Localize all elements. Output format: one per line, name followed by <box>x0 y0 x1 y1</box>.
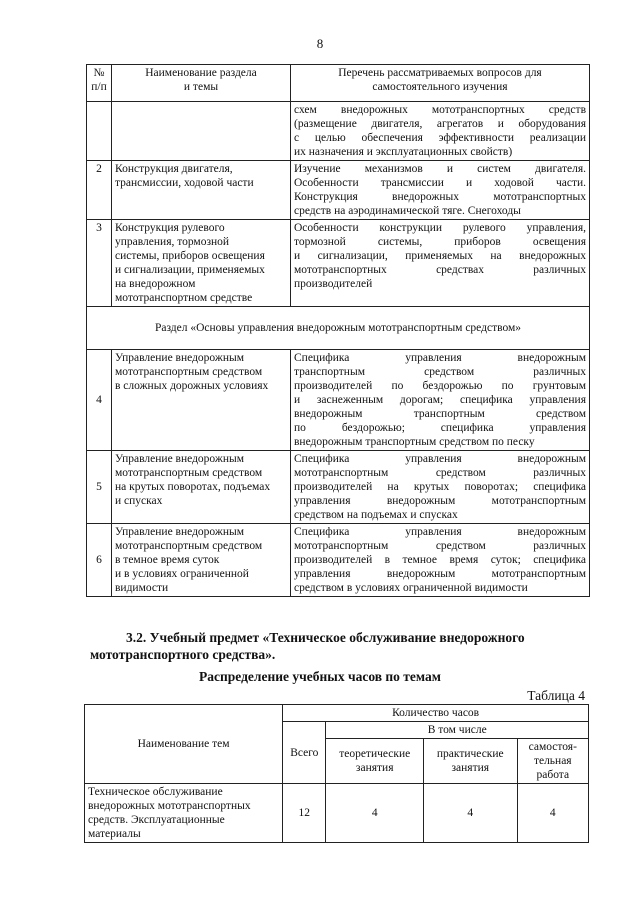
row-name <box>112 102 291 161</box>
name-line: мототранспортным средством <box>115 366 263 378</box>
header-desc-line: самостоятельного изучения <box>372 81 508 93</box>
row-total: 12 <box>283 784 326 843</box>
row-desc <box>291 524 590 597</box>
desc-line: управления внедорожным мототранспортным <box>294 495 586 507</box>
row-num: 6 <box>87 524 112 597</box>
header-line: теоретические <box>339 748 411 760</box>
row-num: 4 <box>87 350 112 451</box>
desc-line: Специфика управления внедорожным <box>294 352 586 364</box>
row-topic <box>85 784 283 843</box>
header-name-line: Наименование раздела <box>145 67 257 79</box>
desc-line: средств на аэродинамической тяге. Снегоходы <box>294 205 521 217</box>
desc-line: схем внедорожных мототранспортных средств <box>294 104 586 116</box>
desc-line: внедорожным транспортным средством <box>294 408 586 420</box>
desc-line: мототранспортных средствах различных <box>294 264 586 276</box>
desc-line: Специфика управления внедорожным <box>294 526 586 538</box>
name-line: и в условиях ограниченной <box>115 568 249 580</box>
row-name <box>112 451 291 524</box>
desc-line: производителей по бездорожью по грунтовым <box>294 380 586 392</box>
name-line: на внедорожном <box>115 278 196 290</box>
header-num-line: п/п <box>91 81 107 93</box>
name-line: системы, приборов освещения <box>115 250 265 262</box>
header-practice <box>424 739 518 784</box>
row-theory: 4 <box>326 784 424 843</box>
table-row <box>87 102 590 161</box>
table-header-row <box>85 705 589 722</box>
desc-line: (размещение двигателя, агрегатов и оборудования <box>294 118 586 130</box>
section-row <box>87 307 590 350</box>
desc-line: Особенности конструкции рулевого управления, <box>294 222 586 234</box>
name-line: Конструкция рулевого <box>115 222 225 234</box>
table-header-row <box>87 65 590 102</box>
desc-line: транспортным средством различных <box>294 366 586 378</box>
desc-line: средством на подъемах и спусках <box>294 509 458 521</box>
table-row <box>87 451 590 524</box>
table-row <box>85 784 589 843</box>
heading-line: мототранспортного средства». <box>90 647 276 662</box>
row-name <box>112 161 291 220</box>
header-name-line: и темы <box>183 81 219 93</box>
name-line: Управление внедорожным <box>115 526 245 538</box>
hours-table <box>84 704 589 843</box>
desc-line: производителей на крутых поворотах; специфика <box>294 481 586 493</box>
name-line: на крутых поворотах, подъемах <box>115 481 271 493</box>
header-line: самостоя- <box>528 741 577 753</box>
header-line: занятия <box>355 762 394 774</box>
topic-line: внедорожных мототранспортных <box>88 800 251 812</box>
name-line: трансмиссии, ходовой части <box>115 177 254 189</box>
row-desc <box>291 102 590 161</box>
desc-line: мототранспортным средством различных <box>294 467 586 479</box>
table-row <box>87 220 590 307</box>
header-incl: В том числе <box>326 722 589 739</box>
page-number: 8 <box>316 36 324 51</box>
name-line: и спусках <box>115 495 163 507</box>
table-label: Таблица 4 <box>527 688 585 703</box>
desc-line: и заснеженным дорогам; специфика управления <box>294 394 586 406</box>
heading-line: 3.2. Учебный предмет «Техническое обслуживание внедорожного <box>126 630 525 645</box>
name-line: в сложных дорожных условиях <box>115 380 269 392</box>
row-desc <box>291 350 590 451</box>
topic-line: средств. Эксплуатационные <box>88 814 225 826</box>
header-desc-line: Перечень рассматриваемых вопросов для <box>338 67 542 79</box>
topic-line: материалы <box>88 828 141 840</box>
name-line: Конструкция двигателя, <box>115 163 233 175</box>
desc-line: мототранспортным средством различных <box>294 540 586 552</box>
desc-line: управления внедорожным мототранспортным <box>294 568 586 580</box>
name-line: Управление внедорожным <box>115 352 245 364</box>
name-line: мототранспортным средством <box>115 540 263 552</box>
header-num-line: № <box>93 67 105 79</box>
header-num <box>87 65 112 102</box>
row-num: 5 <box>87 451 112 524</box>
header-self <box>517 739 588 784</box>
header-name <box>112 65 291 102</box>
section-heading <box>90 629 590 663</box>
row-practice: 4 <box>424 784 518 843</box>
header-qty: Количество часов <box>283 705 589 722</box>
row-num <box>87 102 112 161</box>
name-line: видимости <box>115 582 169 594</box>
topics-table <box>86 64 590 597</box>
topic-line: Техническое обслуживание <box>88 786 223 798</box>
name-line: и сигнализации, применяемых <box>115 264 265 276</box>
header-desc <box>291 65 590 102</box>
desc-line: Конструкция внедорожных мототранспортных <box>294 191 586 203</box>
desc-line: с целью обеспечения эффективности реализации <box>294 132 586 144</box>
header-line: занятия <box>451 762 490 774</box>
header-line: работа <box>536 769 570 781</box>
row-desc <box>291 161 590 220</box>
row-name <box>112 524 291 597</box>
header-topic: Наименование тем <box>85 705 283 784</box>
name-line: Управление внедорожным <box>115 453 245 465</box>
name-line: в темное время суток <box>115 554 220 566</box>
header-theory <box>326 739 424 784</box>
distribution-title: Распределение учебных часов по темам <box>199 669 441 684</box>
row-desc <box>291 451 590 524</box>
section-title: Раздел «Основы управления внедорожным мототранспортным средством» <box>87 307 590 350</box>
desc-line: по бездорожью; специфика управления <box>294 422 586 434</box>
name-line: управления, тормозной <box>115 236 230 248</box>
table-row <box>87 350 590 451</box>
desc-line: средством в условиях ограниченной видимости <box>294 582 528 594</box>
row-name <box>112 350 291 451</box>
desc-line: Особенности трансмиссии и ходовой части. <box>294 177 586 189</box>
desc-line: производителей <box>294 278 373 290</box>
row-num: 2 <box>87 161 112 220</box>
name-line: мототранспортном средстве <box>115 292 253 304</box>
row-name <box>112 220 291 307</box>
header-total: Всего <box>283 722 326 784</box>
table-row <box>87 524 590 597</box>
table-row <box>87 161 590 220</box>
header-line: практические <box>436 748 504 760</box>
row-num: 3 <box>87 220 112 307</box>
desc-line: и сигнализации, применяемых на внедорожных <box>294 250 586 262</box>
desc-line: Изучение механизмов и систем двигателя. <box>294 163 586 175</box>
name-line: мототранспортным средством <box>115 467 263 479</box>
desc-line: их назначения и эксплуатационных свойств) <box>294 146 513 158</box>
desc-line: тормозной системы, приборов освещения <box>294 236 586 248</box>
desc-line: Специфика управления внедорожным <box>294 453 586 465</box>
row-self: 4 <box>517 784 588 843</box>
header-line: тельная <box>533 755 572 767</box>
desc-line: внедорожным транспортным средством по песку <box>294 436 535 448</box>
desc-line: производителей в темное время суток; специфика <box>294 554 586 566</box>
row-desc <box>291 220 590 307</box>
